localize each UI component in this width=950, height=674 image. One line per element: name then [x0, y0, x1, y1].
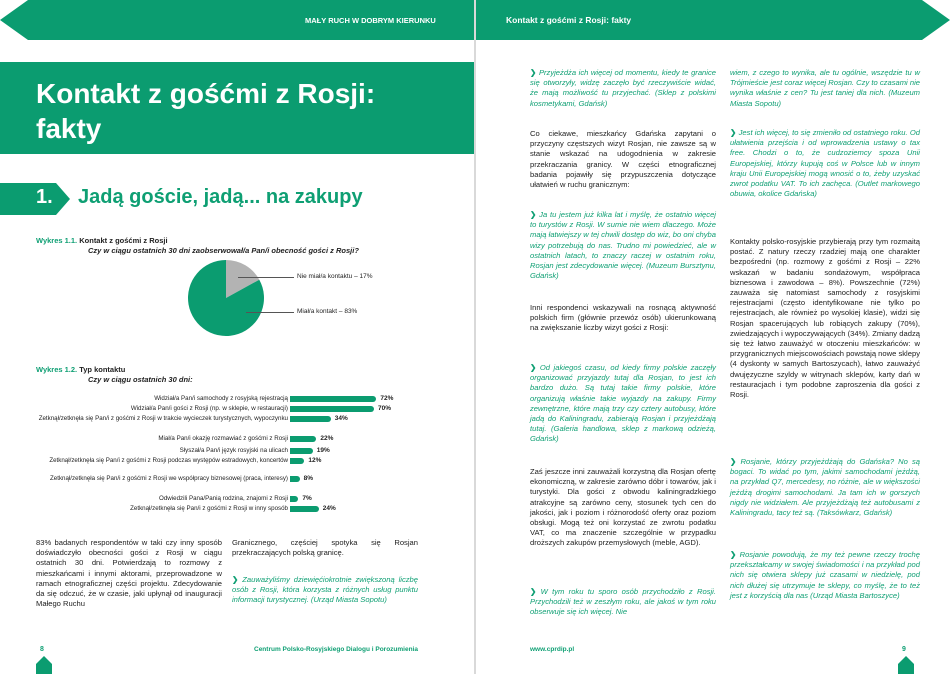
page-number-right: 9 — [902, 646, 906, 653]
bar-category-label: Zetknął/zetknęła się Pan/i z gośćmi z Rosji w inny sposób — [130, 505, 288, 512]
right-quote-7: ❯ Rosjanie powodują, że my też pewne rzeczy trochę przekształcamy w swojej świadomości i na przykład pod nich się otwiera sklepy już czasami w niedzielę, pod nich dłużej się utrzymuje te sklepy, co myślę, że to też jest z korzyścią dla nas (Urząd Miasta Bartoszyce) — [730, 550, 920, 600]
pie-leader-minor — [238, 277, 294, 278]
bar-row — [20, 457, 450, 467]
figure-2-caption: Wykres 1.2. Typ kontaktu Czy w ciągu ostatnich 30 dni: — [36, 365, 193, 384]
bar-category-label: Zetknął/zetknęła się Pan/i z gośćmi z Rosji w trakcie wycieczek turystycznych, wypoczynku — [38, 415, 288, 422]
footer-home-icon — [36, 656, 52, 664]
bar — [290, 458, 304, 464]
footer-left-text: Centrum Polsko-Rosyjskiego Dialogu i Porozumienia — [254, 646, 418, 653]
left-header-notch — [0, 0, 28, 40]
right-paragraph-3: Zaś jeszcze inni zauważali korzystną dla Rosjan ofertę ekonomiczną, w zakresie zarówno dóbr i towarów, jak i turystyki. Dla gości z obwodu kaliningradzkiego atrakcyjne są zarówno ceny, stosunek tych cen do jakości, jak i poziom i różnorodość oferty oraz poziom obsługi. Mogą też oni korzystać ze zwrotu podatku VAT, co ma znaczenie szczególnie w przypadku droższych zakupów przemysłowych (meble, AGD). — [530, 467, 716, 548]
bar-value-label: 70% — [378, 405, 392, 412]
bar — [290, 396, 376, 402]
bar-category-label: Słyszał/a Pan/i język rosyjski na ulicach — [179, 447, 288, 454]
bar-category-label: Zetknął/zetknęła się Pan/i z gośćmi z Rosji we współpracy biznesowej (praca, interesy) — [50, 475, 288, 482]
footer-home-icon-right-base — [898, 664, 914, 674]
bar-row — [20, 395, 450, 405]
bar-category-label: Odwiedzili Pana/Panią rodzina, znajomi z Rosji — [159, 495, 288, 502]
bar-value-label: 34% — [334, 415, 348, 422]
chapter-title-band — [0, 62, 474, 154]
bar-chart — [0, 395, 474, 525]
bar — [290, 476, 300, 482]
pie-chart — [186, 258, 266, 338]
right-paragraph-4: Kontakty polsko-rosyjskie przybierają przy tym rozmaitą postać. Z natury rzeczy rzadziej mają one charakter bezpośredni (np. rozmowy z gośćmi z Rosji – 22% wskazań w badaniu sondażowym, współpraca biznesowa i zawodowa – 8%). Powszechnie (72%) zauważa się natomiast samochody z rosyjskimi rejestracjami (często identyfikowane nie tylko po rejestracjach, ale również po wysokiej klasie), widzi się Rosjan spacerujących lub robiących zakupy (70%), zwiedzających i wypoczywających (34%). Zmiany dadzą się też łatwo zauważyć w otoczeniu mieszkańców: w przygranicznych miejscowościach powstają nowe sklepy (4 dyskonty w samych Bartoszycach), łatwo zauważyć dwujęzyczne szyldy w witrynach sklepów, karty dań w restauracjach i tym podobne zaproszenia dla gości z Rosji. — [730, 237, 920, 400]
right-quote-5: ❯ Jest ich więcej, to się zmieniło od ostatniego roku. Od ułatwienia przejścia i od wprowadzenia ustawy o tax free. Chodzi o to, że cudzoziemcy spoza Unii Europejskiej, którzy kupują coś w Polsce lub w innym kraju Unii Europejskiej mogą wnosić o to, żeby uzyskać zwrot podatku VAT. To ich zachęca. (Outlet markowego obuwia, okolice Gdańska) — [730, 128, 920, 199]
left-body-col1: 83% badanych respondentów w taki czy inny sposób doświadczyło obecności gości z Rosji w ciągu ostatnich 30 dni. Potwierdzają to rozmowy z mieszkańcami i innymi aktorami, przeprowadzone w ramach etnograficznej części projektu. Zdecydowanie da się odczuć, że w czasie, jaki upłynął od inauguracji Małego Ruchu — [36, 538, 222, 609]
bar-category-label: Widział/a Pan/i gości z Rosji (np. w sklepie, w restauracji) — [130, 405, 288, 412]
right-quote-6: ❯ Rosjanie, którzy przyjeżdżają do Gdańska? No są bogaci. To widać po tym, jakimi samochodami jeżdżą, na przykład Q7, mercedesy, no różnie, ale w większości jeżdżą drogimi samochodami. Ja tam ich w gorszych nigdy nie widziałem. Ale przyjeżdżają też autobusami z Kaliningradu, tacy też są. (Taksówkarz, Gdańsk) — [730, 457, 920, 518]
right-page — [476, 0, 950, 674]
right-quote-2: ❯ Ja tu jestem już kilka lat i myślę, że ostatnio więcej to turystów z Rosji. W sumie nie wiem dlaczego. Może mają łatwiejszy w tej chwili dostęp do wiz, bo oni chyba wizy potrzebują do nas. Trudno mi powiedzieć, ale w ostatnich latach, to znaczy raczej w ostatnim roku, Rosjan jest zdecydowanie więcej. (Muzeum Bursztynu, Gdańsk) — [530, 210, 716, 281]
bar-value-label: 19% — [316, 447, 330, 454]
bar — [290, 436, 316, 442]
bar — [290, 506, 319, 512]
left-body-col2: Granicznego, częściej spotyka się Rosjan przekraczających polską granicę. — [232, 538, 418, 558]
section-number: 1. — [0, 183, 56, 215]
bar-value-label: 22% — [320, 435, 334, 442]
bar-row — [20, 435, 450, 445]
page-number-left: 8 — [40, 646, 44, 653]
bar-row — [20, 405, 450, 415]
left-quote: ❯ Zauważyliśmy dziewięćiokrotnie zwiększoną liczbę osób z Rosji, która korzysta z różnych usług punktu informacji turystycznej. (Urząd Miasta Sopotu) — [232, 575, 418, 605]
bar-row — [20, 415, 450, 425]
section-arrow-icon — [56, 183, 70, 215]
section-title: Jadą goście, jadą... na zakupy — [78, 186, 363, 208]
bar — [290, 406, 374, 412]
footer-url[interactable]: www.cprdip.pl — [530, 646, 575, 653]
bar-category-label: Zetknął/zetknęła się Pan/i z gośćmi z Rosji podczas występów estradowych, koncertów — [49, 457, 288, 464]
right-header — [476, 0, 950, 40]
right-header-text: Kontakt z gośćmi z Rosji: fakty — [506, 15, 632, 25]
bar-row — [20, 505, 450, 515]
bar — [290, 448, 313, 454]
figure-1-caption: Wykres 1.1. Kontakt z gośćmi z Rosji Czy w ciągu ostatnich 30 dni zaobserwował/a Pan/i obecność gości z Rosji? — [36, 236, 359, 255]
right-quote-4: ❯ W tym roku tu sporo osób przychodziło z Rosji. Przychodzili też w zeszłym roku, ale jakoś w tym roku obserwuje się ich więcej. Nie — [530, 587, 716, 617]
pie-label-contact: Miał/a kontakt – 83% — [297, 308, 358, 315]
bar-value-label: 24% — [322, 505, 336, 512]
bar-value-label: 12% — [308, 457, 322, 464]
left-header-text: MAŁY RUCH W DOBRYM KIERUNKU — [305, 15, 436, 25]
bar-value-label: 7% — [302, 495, 312, 502]
pie-label-no-contact: Nie miał/a kontaktu – 17% — [297, 273, 373, 280]
right-paragraph-2: Inni respondenci wskazywali na rosnącą aktywność polskich firm (głównie przewóz osób) ukierunkowaną na zwiększanie liczby wizyt gości z Rosji: — [530, 303, 716, 333]
chapter-title: Kontakt z gośćmi z Rosji: fakty — [36, 78, 376, 144]
footer-home-icon-right — [898, 656, 914, 664]
bar — [290, 416, 331, 422]
right-header-notch — [922, 0, 950, 40]
bar-row — [20, 447, 450, 457]
bar-row — [20, 475, 450, 485]
right-paragraph-1: Co ciekawe, mieszkańcy Gdańska zapytani o przyczyny częstszych wizyt Rosjan, nie zawsze są w stanie wskazać na udogodnienia w zakresie przekraczania granicy. W części etnograficznej badania pojawiły się przypuszczenia dotyczące ułatwień w ruchu granicznym: — [530, 129, 716, 190]
bar-value-label: 8% — [303, 475, 313, 482]
section-heading — [0, 183, 474, 215]
bar — [290, 496, 298, 502]
right-quote-1: ❯ Przyjeżdża ich więcej od momentu, kiedy te granice się otworzyły, widzę zaczęło być rzeczywiście widać, że mają możliwość tu przyjechać. (Sklep z polskimi kosmetykami, Gdańsk) — [530, 68, 716, 108]
bar-category-label: Widział/a Pan/i samochody z rosyjską rejestracją — [154, 395, 288, 402]
right-quote-3: ❯ Od jakiegoś czasu, od kiedy firmy polskie zaczęły organizować przyjazdy tutaj dla Rosjan, to jest ich bardzo dużo. Są tutaj takie firmy polskie, które organizują właśnie takie wyjazdy na zakupy. Firmy zewnętrzne, które mają trzy czy cztery autobusy, które jadą do Kaliningradu, zabierają Rosjan i przyjeżdżają tutaj. (Galeria handlowa, sklep z markową odzieżą, Gdańsk) — [530, 363, 716, 444]
bar-row — [20, 495, 450, 505]
left-page — [0, 0, 474, 674]
right-quote-4-continued: wiem, z czego to wynika, ale tu ogólnie, wszędzie tu w Trójmieście jest coraz więcej Rosjan. Czy to czasami nie wynika właśnie z cen? Tu jest taniej dla nich. (Muzeum Miasta Sopotu) — [730, 68, 920, 108]
bar-category-label: Miał/a Pan/i okazję rozmawiać z gośćmi z Rosji — [158, 435, 288, 442]
left-header — [0, 0, 474, 40]
pie-leader-major — [246, 312, 294, 313]
footer-home-icon-base — [36, 664, 52, 674]
bar-value-label: 72% — [380, 395, 394, 402]
